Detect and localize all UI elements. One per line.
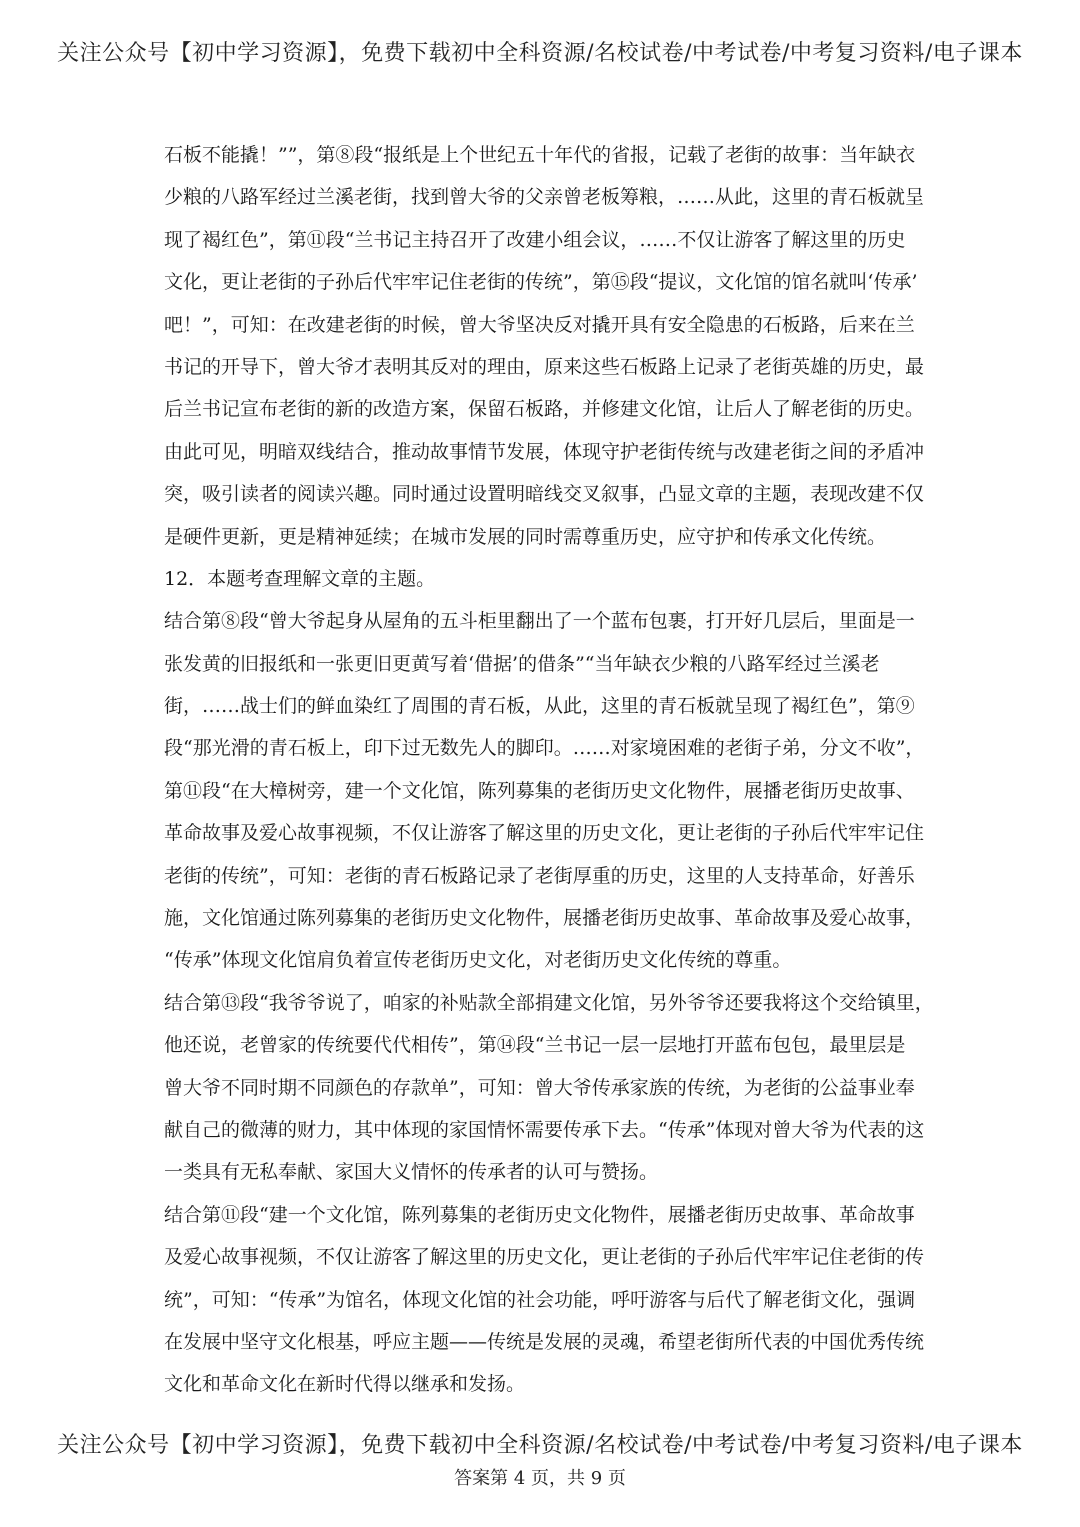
text-line: 少粮的八路军经过兰溪老街，找到曾大爷的父亲曾老板筹粮，……从此，这里的青石板就呈	[164, 186, 925, 209]
footer-banner: 关注公众号【初中学习资源】，免费下载初中全科资源/名校试卷/中考试卷/中考复习资料/电子课本	[57, 1433, 1023, 1458]
page-number: 答案第 4 页，共 9 页	[454, 1468, 626, 1489]
text-line: 曾大爷不同时期不同颜色的存款单”，可知：曾大爷传承家族的传统，为老街的公益事业奉	[164, 1076, 915, 1099]
text-line: 是硬件更新，更是精神延续；在城市发展的同时需尊重历史，应守护和传承文化传统。	[164, 525, 887, 548]
text-line: 结合第⑬段“我爷爷说了，咱家的补贴款全部捐建文化馆，另外爷爷还要我将这个交给镇里，	[164, 991, 934, 1014]
text-line: 及爱心故事视频，不仅让游客了解这里的历史文化，更让老街的子孙后代牢牢记住老街的传	[164, 1246, 925, 1269]
text-line: 段“那光滑的青石板上，印下过无数先人的脚印。……对家境困难的老街子弟，分文不收”，	[164, 737, 925, 760]
text-line: 施，文化馆通过陈列募集的老街历史文化物件，展播老街历史故事、革命故事及爱心故事，	[164, 907, 925, 930]
text-line: 由此可见，明暗双线结合，推动故事情节发展，体现守护老街传统与改建老街之间的矛盾冲	[164, 440, 925, 463]
answer-body	[164, 134, 934, 1406]
text-line: 突，吸引读者的阅读兴趣。同时通过设置明暗线交叉叙事，凸显文章的主题，表现改建不仅	[164, 483, 925, 506]
text-line: 结合第⑪段“建一个文化馆，陈列募集的老街历史文化物件，展播老街历史故事、革命故事	[164, 1203, 915, 1226]
text-line: 街，……战士们的鲜血染红了周围的青石板，从此，这里的青石板就呈现了褐红色”，第⑨	[164, 695, 915, 718]
text-line: 张发黄的旧报纸和一张更旧更黄写着‘借据’的借条”“当年缺衣少粮的八路军经过兰溪老	[164, 652, 880, 675]
text-line: 结合第⑧段“曾大爷起身从屋角的五斗柜里翻出了一个蓝布包裹，打开好几层后，里面是一	[164, 610, 915, 633]
text-line: 后兰书记宣布老街的新的改造方案，保留石板路，并修建文化馆，让后人了解老街的历史。	[164, 398, 925, 421]
text-line: 第⑪段“在大樟树旁，建一个文化馆，陈列募集的老街历史文化物件，展播老街历史故事、	[164, 779, 915, 802]
text-line: 一类具有无私奉献、家国大义情怀的传承者的认可与赞扬。	[164, 1161, 659, 1184]
text-line: 革命故事及爱心故事视频，不仅让游客了解这里的历史文化，更让老街的子孙后代牢牢记住	[164, 822, 925, 845]
text-line: 他还说，老曾家的传统要代代相传”，第⑭段“兰书记一层一层地打开蓝布包包，最里层是	[164, 1034, 906, 1057]
text-line: 在发展中坚守文化根基，呼应主题——传统是发展的灵魂，希望老街所代表的中国优秀传统	[164, 1330, 925, 1353]
text-line: 现了褐红色”，第⑪段“兰书记主持召开了改建小组会议，……不仅让游客了解这里的历史	[164, 228, 906, 251]
text-line: 老街的传统”，可知：老街的青石板路记录了老街厚重的历史，这里的人支持革命，好善乐	[164, 864, 915, 887]
header-banner: 关注公众号【初中学习资源】，免费下载初中全科资源/名校试卷/中考试卷/中考复习资料/电子课本	[57, 41, 1023, 66]
text-line: “传承”体现文化馆肩负着宣传老街历史文化，对老街历史文化传统的尊重。	[164, 949, 792, 972]
question-heading: 12．本题考查理解文章的主题。	[164, 567, 436, 590]
text-line: 文化，更让老街的子孙后代牢牢记住老街的传统”，第⑮段“提议，文化馆的馆名就叫‘传承’	[164, 271, 918, 294]
text-line: 文化和革命文化在新时代得以继承和发扬。	[164, 1373, 526, 1396]
text-line: 书记的开导下，曾大爷才表明其反对的理由，原来这些石板路上记录了老街英雄的历史，最	[164, 355, 925, 378]
text-line: 献自己的微薄的财力，其中体现的家国情怀需要传承下去。“传承”体现对曾大爷为代表的这	[164, 1118, 925, 1141]
text-line: 吧！”，可知：在改建老街的时候，曾大爷坚决反对撬开具有安全隐患的石板路，后来在兰	[164, 313, 915, 336]
text-line: 石板不能撬！””，第⑧段“报纸是上个世纪五十年代的省报，记载了老街的故事：当年缺衣	[164, 144, 916, 166]
text-line: 统”，可知：“传承”为馆名，体现文化馆的社会功能，呼吁游客与后代了解老街文化，强调	[164, 1288, 916, 1311]
